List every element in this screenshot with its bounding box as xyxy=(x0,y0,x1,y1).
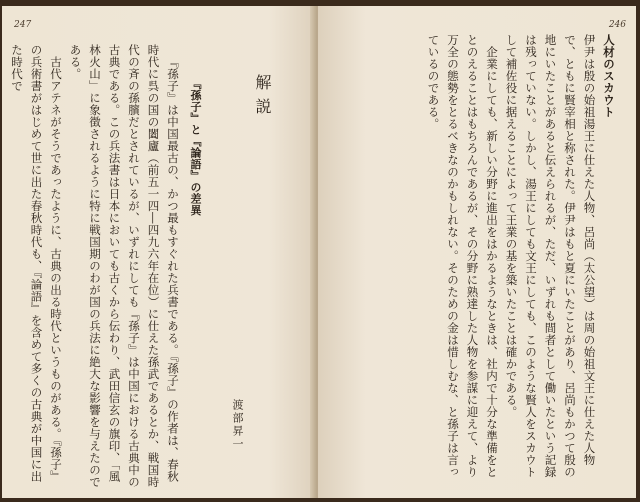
right-body-text xyxy=(346,34,618,482)
author-name: 渡部昇一 xyxy=(231,399,244,451)
right-paragraph: 伊尹は殷の始祖湯王に仕えた人物、呂尚（太公望）は周の始祖文王に仕えた人物で、ともに賢宰相と称された。伊尹はもと夏にいたことがあり、呂尚もかつて殷の地にいたことがあると伝えられるが、ただ、いずれも間者として働いたという記録は残っていない。しかし、湯王にしても文王にしても、このような賢人をスカウトして補佐役に据えることによって王業の基を築いたことは確かである。 xyxy=(504,34,597,478)
section-title: 解説 xyxy=(253,74,272,122)
right-heading: 人材のスカウト xyxy=(602,34,616,118)
right-page xyxy=(318,6,636,498)
left-page xyxy=(2,6,316,498)
left-body-text xyxy=(10,44,182,488)
page-number-left: 247 xyxy=(14,20,32,30)
left-paragraph: 『孫子』は中国最古の、かつ最もすぐれた兵書である。『孫子』の作者は、春秋時代に呉の国の闔廬（前五一四―四九六年在位）に仕えた孫武であるとか、戦国時代の斉の孫臏だとされているが、いずれにしても『孫子』は中国における古典中の古典である。この兵法書は日本においても古くから伝わり、武田信玄の旗印、「風林火山」に象徴されるように特に戦国期のわが国の兵法に絶大な影響を与えたのである。 xyxy=(68,44,180,488)
left-paragraph: 古代アテネがそうであったように、古典の出る時代というものがある。『孫子』の兵術書がはじめて世に出た春秋時代も、『論語』を含めて多くの古典が中国に出た時代で xyxy=(10,44,63,483)
right-paragraph: 企業にしても、新しい分野に進出をはかるようなときは、社内で十分な準備をととのえることはもちろんであるが、その分野に熟達した人物を参謀に迎えて、より万全の態勢をとるべきなのかもしれない。そのための金は惜しむな、と孫子は言っているのである。 xyxy=(426,34,499,478)
section-subtitle: 『孫子』と『論語』の差異 xyxy=(189,78,202,216)
page-number-right: 246 xyxy=(608,20,626,30)
